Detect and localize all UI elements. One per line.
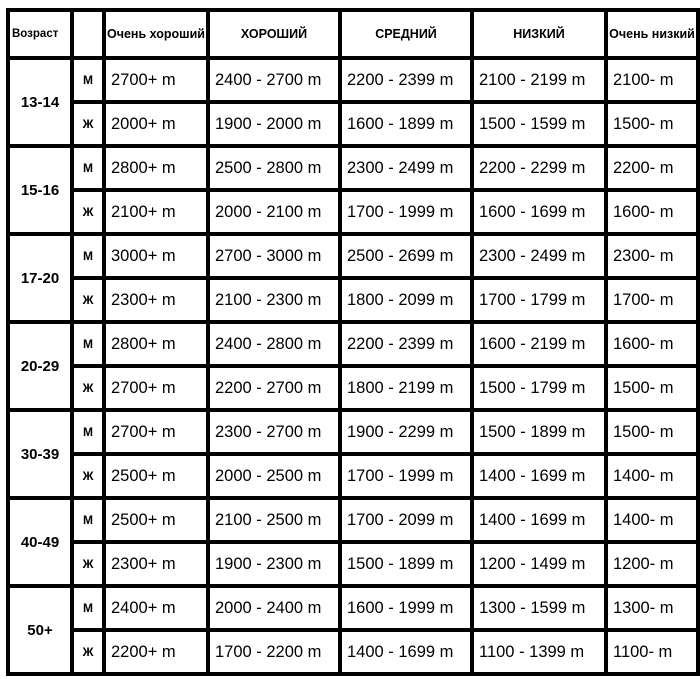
value-cell-low: 2200 - 2299 m <box>472 146 606 190</box>
value-cell-good: 2400 - 2800 m <box>208 322 340 366</box>
age-group-cell: 13-14 <box>8 58 72 146</box>
value-cell-very-good: 2500+ m <box>104 498 208 542</box>
value-cell-low: 1500 - 1799 m <box>472 366 606 410</box>
header-very-low: Очень низкий <box>606 10 698 58</box>
age-group-cell: 20-29 <box>8 322 72 410</box>
table-row <box>8 322 698 366</box>
value-cell-very-low: 2200- m <box>606 146 698 190</box>
value-cell-very-low: 1500- m <box>606 102 698 146</box>
sex-cell: М <box>72 410 104 454</box>
table-row <box>8 630 698 674</box>
table-row <box>8 278 698 322</box>
sex-cell: Ж <box>72 542 104 586</box>
value-cell-low: 2100 - 2199 m <box>472 58 606 102</box>
age-group-cell: 50+ <box>8 586 72 674</box>
header-good: ХОРОШИЙ <box>208 10 340 58</box>
sex-cell: Ж <box>72 102 104 146</box>
value-cell-low: 1100 - 1399 m <box>472 630 606 674</box>
value-cell-good: 1700 - 2200 m <box>208 630 340 674</box>
value-cell-good: 2200 - 2700 m <box>208 366 340 410</box>
table-body <box>8 58 698 674</box>
sex-cell: М <box>72 146 104 190</box>
value-cell-good: 2000 - 2400 m <box>208 586 340 630</box>
value-cell-very-good: 2800+ m <box>104 146 208 190</box>
value-cell-very-low: 1600- m <box>606 190 698 234</box>
value-cell-very-low: 1200- m <box>606 542 698 586</box>
table-row <box>8 234 698 278</box>
value-cell-very-good: 2700+ m <box>104 58 208 102</box>
value-cell-very-good: 3000+ m <box>104 234 208 278</box>
value-cell-very-low: 2300- m <box>606 234 698 278</box>
sex-cell: Ж <box>72 630 104 674</box>
sex-cell: М <box>72 234 104 278</box>
table-row <box>8 146 698 190</box>
value-cell-average: 2200 - 2399 m <box>340 58 472 102</box>
value-cell-very-low: 1400- m <box>606 454 698 498</box>
sex-cell: Ж <box>72 454 104 498</box>
table-row <box>8 454 698 498</box>
value-cell-average: 2300 - 2499 m <box>340 146 472 190</box>
value-cell-very-good: 2300+ m <box>104 278 208 322</box>
value-cell-good: 2500 - 2800 m <box>208 146 340 190</box>
value-cell-average: 2200 - 2399 m <box>340 322 472 366</box>
value-cell-average: 1900 - 2299 m <box>340 410 472 454</box>
value-cell-very-good: 2500+ m <box>104 454 208 498</box>
value-cell-good: 1900 - 2000 m <box>208 102 340 146</box>
value-cell-very-good: 2200+ m <box>104 630 208 674</box>
cooper-test-table-container <box>6 8 696 676</box>
table-row <box>8 190 698 234</box>
value-cell-average: 1700 - 2099 m <box>340 498 472 542</box>
sex-cell: М <box>72 498 104 542</box>
value-cell-very-good: 2100+ m <box>104 190 208 234</box>
value-cell-very-low: 1700- m <box>606 278 698 322</box>
value-cell-low: 1700 - 1799 m <box>472 278 606 322</box>
value-cell-low: 1600 - 2199 m <box>472 322 606 366</box>
header-age: Возраст <box>8 10 72 58</box>
value-cell-low: 1200 - 1499 m <box>472 542 606 586</box>
value-cell-low: 1500 - 1899 m <box>472 410 606 454</box>
table-row <box>8 410 698 454</box>
sex-cell: М <box>72 586 104 630</box>
header-average: СРЕДНИЙ <box>340 10 472 58</box>
header-very-good: Очень хороший <box>104 10 208 58</box>
value-cell-good: 2700 - 3000 m <box>208 234 340 278</box>
value-cell-low: 1300 - 1599 m <box>472 586 606 630</box>
value-cell-average: 1800 - 2199 m <box>340 366 472 410</box>
value-cell-very-low: 2100- m <box>606 58 698 102</box>
table-row <box>8 102 698 146</box>
value-cell-average: 2500 - 2699 m <box>340 234 472 278</box>
sex-cell: Ж <box>72 278 104 322</box>
value-cell-good: 2100 - 2300 m <box>208 278 340 322</box>
value-cell-average: 1800 - 2099 m <box>340 278 472 322</box>
table-row <box>8 366 698 410</box>
value-cell-very-low: 1600- m <box>606 322 698 366</box>
sex-cell: Ж <box>72 190 104 234</box>
table-row <box>8 58 698 102</box>
value-cell-very-good: 2700+ m <box>104 366 208 410</box>
value-cell-good: 2000 - 2500 m <box>208 454 340 498</box>
sex-cell: М <box>72 58 104 102</box>
value-cell-good: 2300 - 2700 m <box>208 410 340 454</box>
value-cell-very-low: 1400- m <box>606 498 698 542</box>
value-cell-very-good: 2700+ m <box>104 410 208 454</box>
header-sex <box>72 10 104 58</box>
value-cell-average: 1700 - 1999 m <box>340 454 472 498</box>
value-cell-average: 1600 - 1899 m <box>340 102 472 146</box>
value-cell-good: 2000 - 2100 m <box>208 190 340 234</box>
value-cell-good: 2100 - 2500 m <box>208 498 340 542</box>
value-cell-very-low: 1100- m <box>606 630 698 674</box>
value-cell-good: 2400 - 2700 m <box>208 58 340 102</box>
age-group-cell: 30-39 <box>8 410 72 498</box>
value-cell-average: 1500 - 1899 m <box>340 542 472 586</box>
value-cell-low: 1600 - 1699 m <box>472 190 606 234</box>
value-cell-average: 1700 - 1999 m <box>340 190 472 234</box>
value-cell-very-good: 2300+ m <box>104 542 208 586</box>
age-group-cell: 17-20 <box>8 234 72 322</box>
sex-cell: М <box>72 322 104 366</box>
table-row <box>8 498 698 542</box>
header-low: НИЗКИЙ <box>472 10 606 58</box>
value-cell-very-low: 1500- m <box>606 366 698 410</box>
value-cell-average: 1600 - 1999 m <box>340 586 472 630</box>
table-row <box>8 586 698 630</box>
sex-cell: Ж <box>72 366 104 410</box>
cooper-test-table <box>6 8 700 676</box>
header-row <box>8 10 698 58</box>
age-group-cell: 40-49 <box>8 498 72 586</box>
value-cell-very-low: 1300- m <box>606 586 698 630</box>
value-cell-very-good: 2800+ m <box>104 322 208 366</box>
table-row <box>8 542 698 586</box>
value-cell-low: 1500 - 1599 m <box>472 102 606 146</box>
value-cell-very-low: 1500- m <box>606 410 698 454</box>
value-cell-average: 1400 - 1699 m <box>340 630 472 674</box>
value-cell-low: 1400 - 1699 m <box>472 454 606 498</box>
value-cell-low: 1400 - 1699 m <box>472 498 606 542</box>
value-cell-very-good: 2000+ m <box>104 102 208 146</box>
value-cell-good: 1900 - 2300 m <box>208 542 340 586</box>
value-cell-low: 2300 - 2499 m <box>472 234 606 278</box>
age-group-cell: 15-16 <box>8 146 72 234</box>
value-cell-very-good: 2400+ m <box>104 586 208 630</box>
